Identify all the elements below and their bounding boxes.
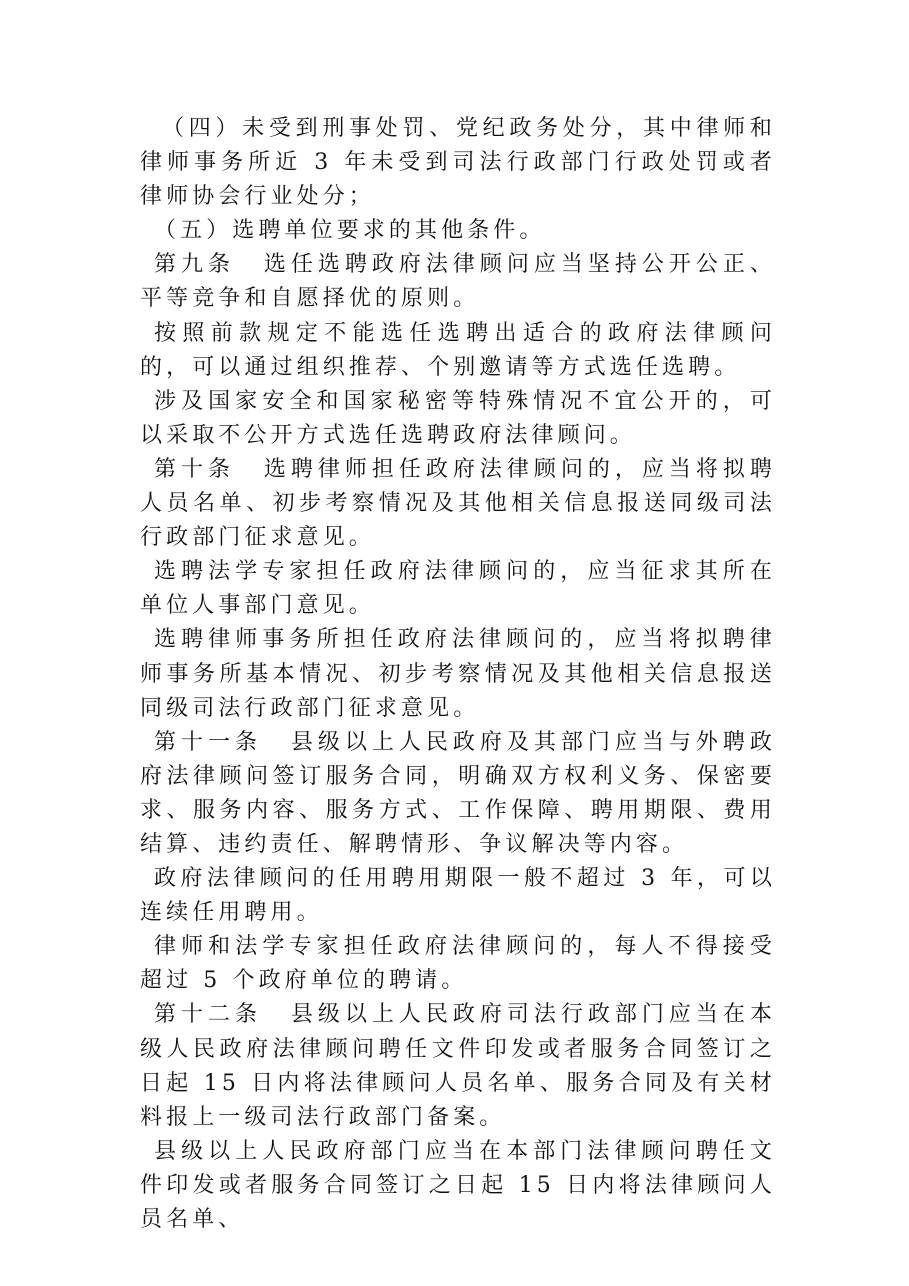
paragraph-text: （四）未受到刑事处罚、党纪政务处分，其中律师和律师事务所近 3 年未受到司法行政部门行政处罚或者律师协会行业处分； <box>140 116 776 210</box>
paragraph-text: 选聘律师担任政府法律顾问的，应当将拟聘人员名单、初步考察情况及其他相关信息报送同级司法行政部门征求意见。 <box>140 456 776 551</box>
paragraph-text: （五）选聘单位要求的其他条件。 <box>154 218 546 244</box>
paragraph-text: 县级以上人民政府及其部门应当与外聘政府法律顾问签订服务合同，明确双方权利义务、保密要求、服务内容、服务方式、工作保障、聘用期限、费用结算、违约责任、解聘情形、争议解决等内容。 <box>140 729 776 857</box>
paragraph-text: 县级以上人民政府部门应当在本部门法律顾问聘任文件印发或者服务合同签订之日起 15 日内将法律顾问人员名单、 <box>140 1138 776 1232</box>
article-paragraph <box>140 998 776 1134</box>
paragraph <box>140 385 776 453</box>
paragraph <box>140 112 776 214</box>
paragraph <box>140 623 776 725</box>
paragraph <box>140 214 776 248</box>
paragraph <box>140 555 776 623</box>
paragraph <box>140 317 776 385</box>
article-number: 第十二条 <box>154 1002 262 1028</box>
paragraph-text: 按照前款规定不能选任选聘出适合的政府法律顾问的，可以通过组织推荐、个别邀请等方式选任选聘。 <box>140 320 776 380</box>
paragraph-text: 选任选聘政府法律顾问应当坚持公开公正、平等竞争和自愿择优的原则。 <box>140 252 776 312</box>
document-page <box>140 112 776 1237</box>
paragraph-text: 选聘律师事务所担任政府法律顾问的，应当将拟聘律师事务所基本情况、初步考察情况及其他相关信息报送同级司法行政部门征求意见。 <box>140 627 776 721</box>
article-paragraph <box>140 248 776 316</box>
paragraph-text: 选聘法学专家担任政府法律顾问的，应当征求其所在单位人事部门意见。 <box>140 559 776 619</box>
article-paragraph <box>140 726 776 862</box>
paragraph-text: 政府法律顾问的任用聘用期限一般不超过 3 年，可以连续任用聘用。 <box>140 866 776 926</box>
paragraph-text: 县级以上人民政府司法行政部门应当在本级人民政府法律顾问聘任文件印发或者服务合同签订之日起 15 日内将法律顾问人员名单、服务合同及有关材料报上一级司法行政部门备案。 <box>140 1002 776 1130</box>
article-number: 第十条 <box>154 456 235 482</box>
paragraph <box>140 862 776 930</box>
paragraph-text: 涉及国家安全和国家秘密等特殊情况不宜公开的，可以采取不公开方式选任选聘政府法律顾问。 <box>140 388 776 448</box>
article-paragraph <box>140 453 776 555</box>
article-number: 第十一条 <box>154 729 262 755</box>
article-number: 第九条 <box>154 252 235 278</box>
paragraph <box>140 1135 776 1237</box>
paragraph <box>140 930 776 998</box>
paragraph-text: 律师和法学专家担任政府法律顾问的，每人不得接受超过 5 个政府单位的聘请。 <box>140 934 776 994</box>
